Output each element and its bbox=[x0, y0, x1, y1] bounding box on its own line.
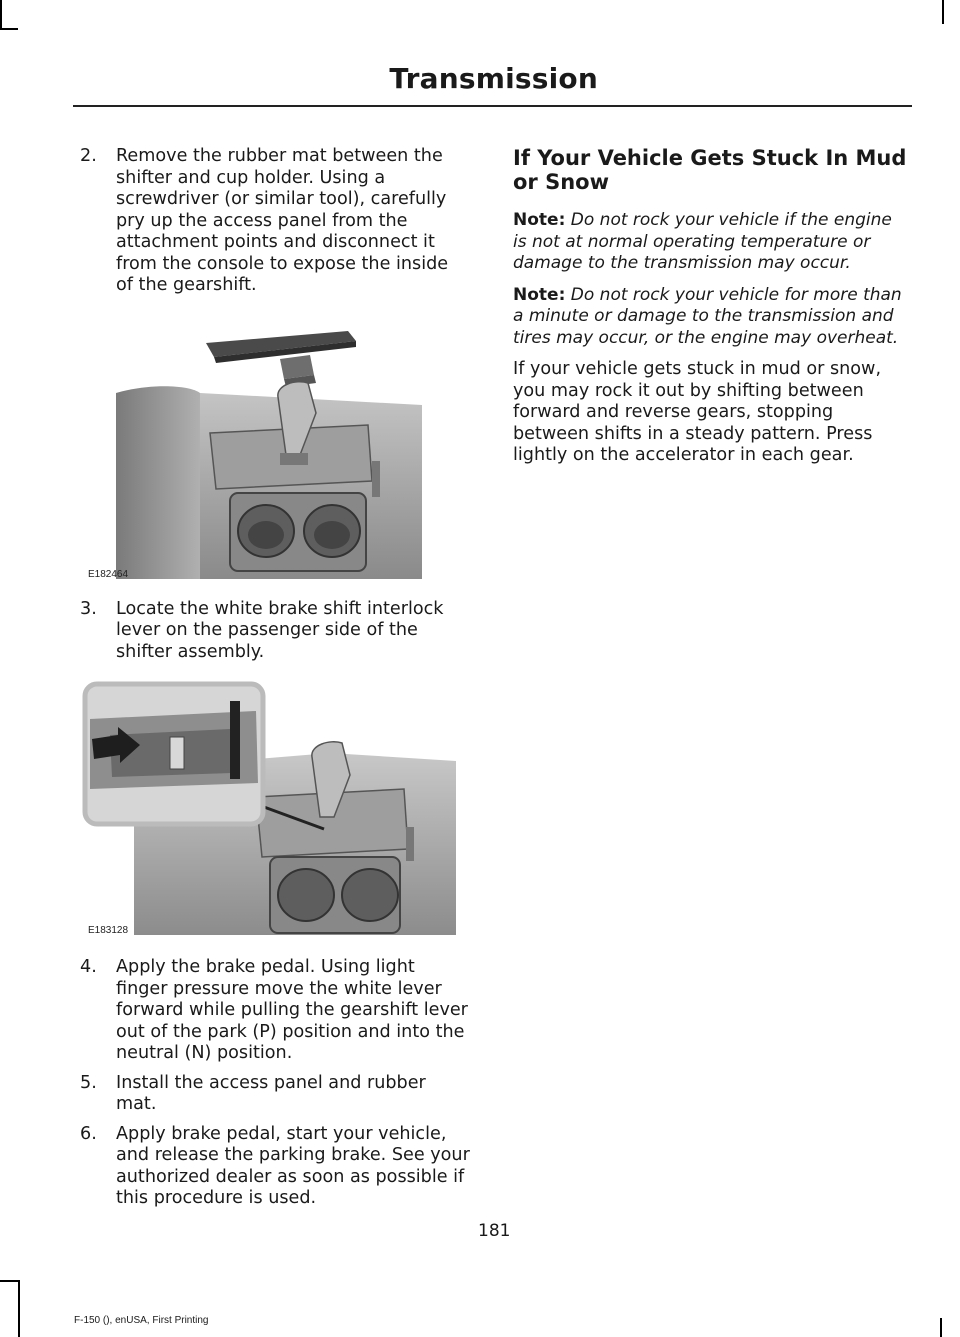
step-number: 5. bbox=[80, 1072, 97, 1093]
steps-list bbox=[80, 957, 470, 1210]
interlock-illustration bbox=[80, 679, 470, 937]
paragraph: If your vehicle gets stuck in mud or snow, you may rock it out by shifting between forward and reverse gears, stopping between shifts in a steady pattern. Press lightly on the accelerator in each gear. bbox=[513, 359, 882, 465]
crop-mark bbox=[940, 1318, 942, 1337]
note bbox=[513, 285, 908, 350]
step-text: Install the access panel and rubber mat. bbox=[116, 1072, 426, 1114]
console-illustration bbox=[80, 313, 470, 581]
figure-interlock-lever bbox=[80, 679, 470, 937]
step-text: Apply the brake pedal. Using light finger pressure move the white lever forward while pulling the gearshift lever out of the park (P) position and into the neutral (N) position. bbox=[116, 957, 468, 1063]
crop-mark bbox=[0, 0, 2, 30]
note-label: Note: bbox=[513, 284, 566, 305]
list-item bbox=[80, 1073, 470, 1116]
crop-mark bbox=[18, 1280, 20, 1337]
list-item bbox=[80, 1124, 470, 1210]
step-number: 2. bbox=[80, 146, 97, 166]
figure-console-access-panel bbox=[80, 313, 470, 581]
crop-mark bbox=[0, 1280, 20, 1282]
step-text: Locate the white brake shift interlock lever on the passenger side of the shifter assembly. bbox=[116, 598, 444, 662]
footer-text: F-150 (), enUSA, First Printing bbox=[74, 1315, 209, 1326]
step-number: 3. bbox=[80, 598, 97, 619]
list-item bbox=[80, 957, 470, 1065]
step-number: 6. bbox=[80, 1123, 97, 1144]
note-label: Note: bbox=[513, 210, 566, 230]
section-title: If Your Vehicle Gets Stuck In Mud or Snow bbox=[513, 146, 907, 194]
page-number: 181 bbox=[478, 1221, 511, 1241]
header-rule bbox=[73, 105, 912, 107]
step-text: Remove the rubber mat between the shifter and cup holder. Using a screwdriver (or similar tool), carefully pry up the access panel from the attachment points and disconnect it from the console to expose the inside of the gearshift. bbox=[116, 146, 449, 295]
figure-code: E182464 bbox=[88, 568, 129, 580]
figure-code: E183128 bbox=[88, 925, 129, 936]
note bbox=[513, 210, 908, 275]
list-item bbox=[80, 599, 470, 664]
note-text: Do not rock your vehicle if the engine is not at normal operating temperature or damage to the transmission may occur. bbox=[513, 210, 892, 273]
step-number: 4. bbox=[80, 957, 97, 977]
crop-mark bbox=[942, 0, 944, 24]
page-title: Transmission bbox=[389, 62, 598, 95]
crop-mark bbox=[0, 28, 18, 30]
note-text: Do not rock your vehicle for more than a minute or damage to the transmission and tires may occur, or the engine may overheat. bbox=[513, 284, 902, 348]
right-column bbox=[513, 146, 908, 467]
step-text: Apply brake pedal, start your vehicle, and release the parking brake. See your authorized dealer as soon as possible if this procedure is used. bbox=[116, 1123, 470, 1208]
left-column bbox=[80, 146, 470, 1210]
list-item bbox=[80, 146, 470, 297]
